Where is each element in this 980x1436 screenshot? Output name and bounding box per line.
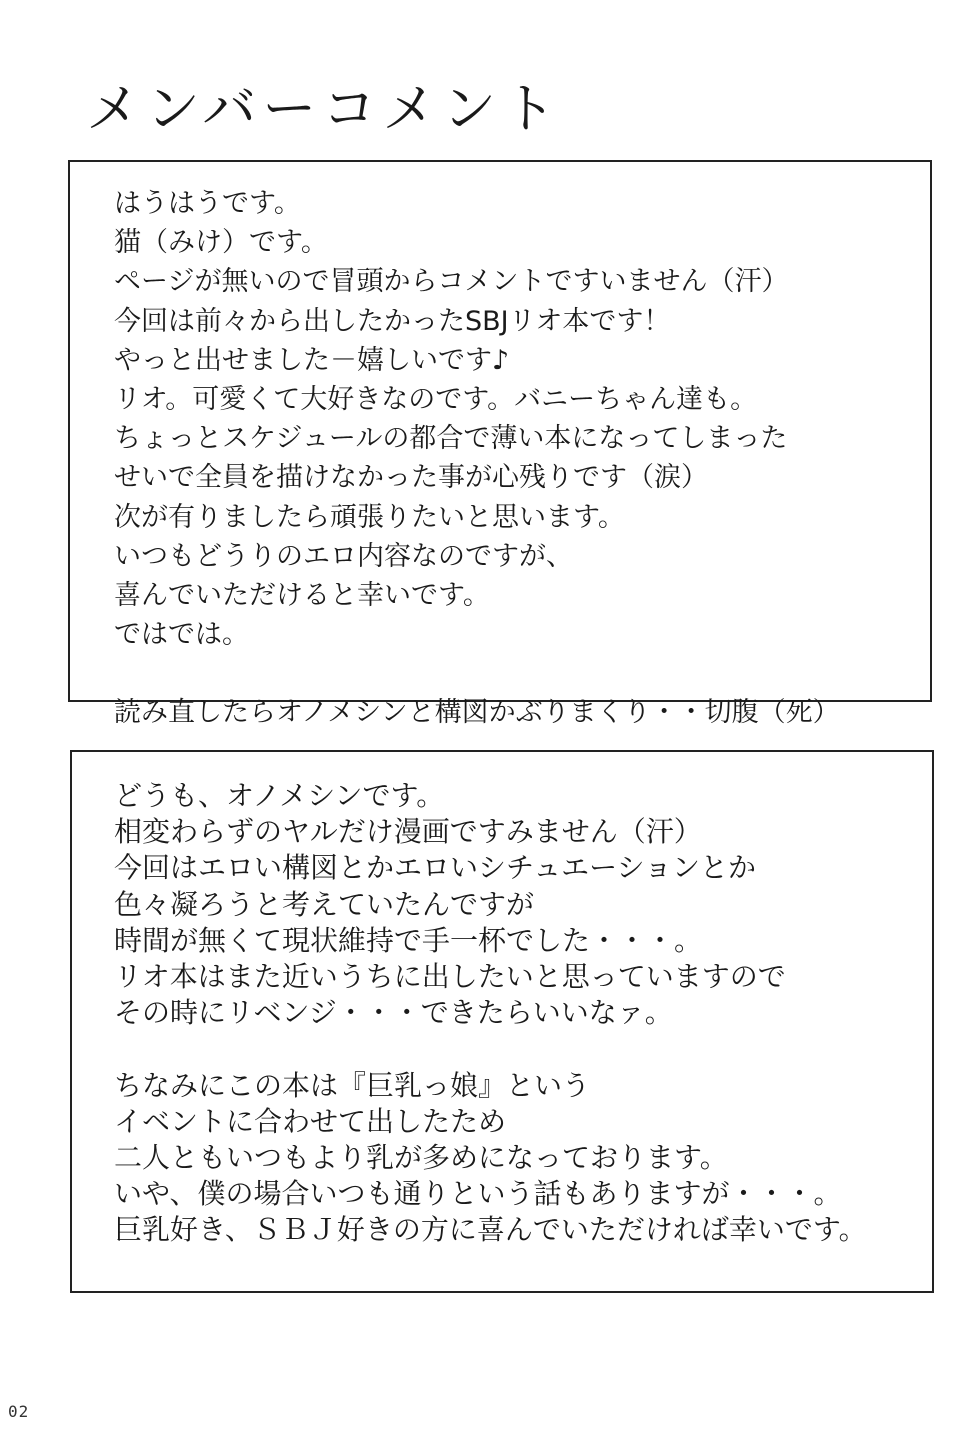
comment-line: やっと出せました－嬉しいです♪ bbox=[114, 344, 510, 376]
comment-box-2 bbox=[70, 750, 934, 1293]
comment-line: ではでは。 bbox=[114, 619, 249, 651]
comment-line: 色々凝ろうと考えていたんですが bbox=[114, 887, 535, 921]
blank-line bbox=[114, 1031, 912, 1067]
comment-line: 次が有りましたら頑張りたいと思います。 bbox=[114, 501, 625, 533]
comment-line: いつもどうりのエロ内容なのですが、 bbox=[114, 540, 573, 572]
comment-line: せいで全員を描けなかった事が心残りです（涙） bbox=[114, 462, 708, 494]
comment-line: 喜んでいただけると幸いです。 bbox=[114, 579, 490, 611]
comment-line: リオ。可愛くて大好きなのです。バニーちゃん達も。 bbox=[114, 383, 758, 415]
comment-line: 今回はエロい構図とかエロいシチュエーションとか bbox=[114, 851, 757, 885]
comment-line: その時にリベンジ・・・できたらいいなァ。 bbox=[114, 996, 673, 1030]
comment-line: 二人ともいつもより乳が多めになっております。 bbox=[114, 1140, 728, 1174]
comment-line: 今回は前々から出したかったSBJリオ本です！ bbox=[114, 305, 671, 337]
comment-line: 時間が無くて現状維持で手一杯でした・・・。 bbox=[114, 923, 703, 957]
comment-line: 相変わらずのヤルだけ漫画ですみません（汗） bbox=[114, 815, 702, 849]
comment-line: 猫（みけ）です。 bbox=[114, 227, 328, 259]
comment-line: リオ本はまた近いうちに出したいと思っていますので bbox=[114, 959, 786, 993]
comment-box-1 bbox=[68, 160, 932, 729]
comment-line: 巨乳好き、ＳＢＪ好きの方に喜んでいただければ幸いです。 bbox=[114, 1213, 867, 1247]
comment-line: いや、僕の場合いつも通りという話もありますが・・・。 bbox=[114, 1177, 842, 1211]
comment-line: ちょっとスケジュールの都合で薄い本になってしまった bbox=[114, 423, 788, 455]
page-number: 02 bbox=[8, 1402, 30, 1421]
comment-line: どうも、オノメシンです。 bbox=[114, 779, 445, 812]
comment-line: ちなみにこの本は『巨乳っ娘』という bbox=[114, 1068, 591, 1102]
comment-line: 読み直したらオノメシンと構図かぶりまくり・・切腹（死） bbox=[114, 697, 840, 729]
blank-line bbox=[114, 654, 910, 693]
page-title: メンバーコメント bbox=[86, 77, 563, 140]
comment-line: ページが無いので冒頭からコメントですいません（汗） bbox=[114, 266, 789, 298]
comment-line: はうはうです。 bbox=[114, 188, 301, 219]
comment-line: イベントに合わせて出したため bbox=[114, 1104, 507, 1138]
